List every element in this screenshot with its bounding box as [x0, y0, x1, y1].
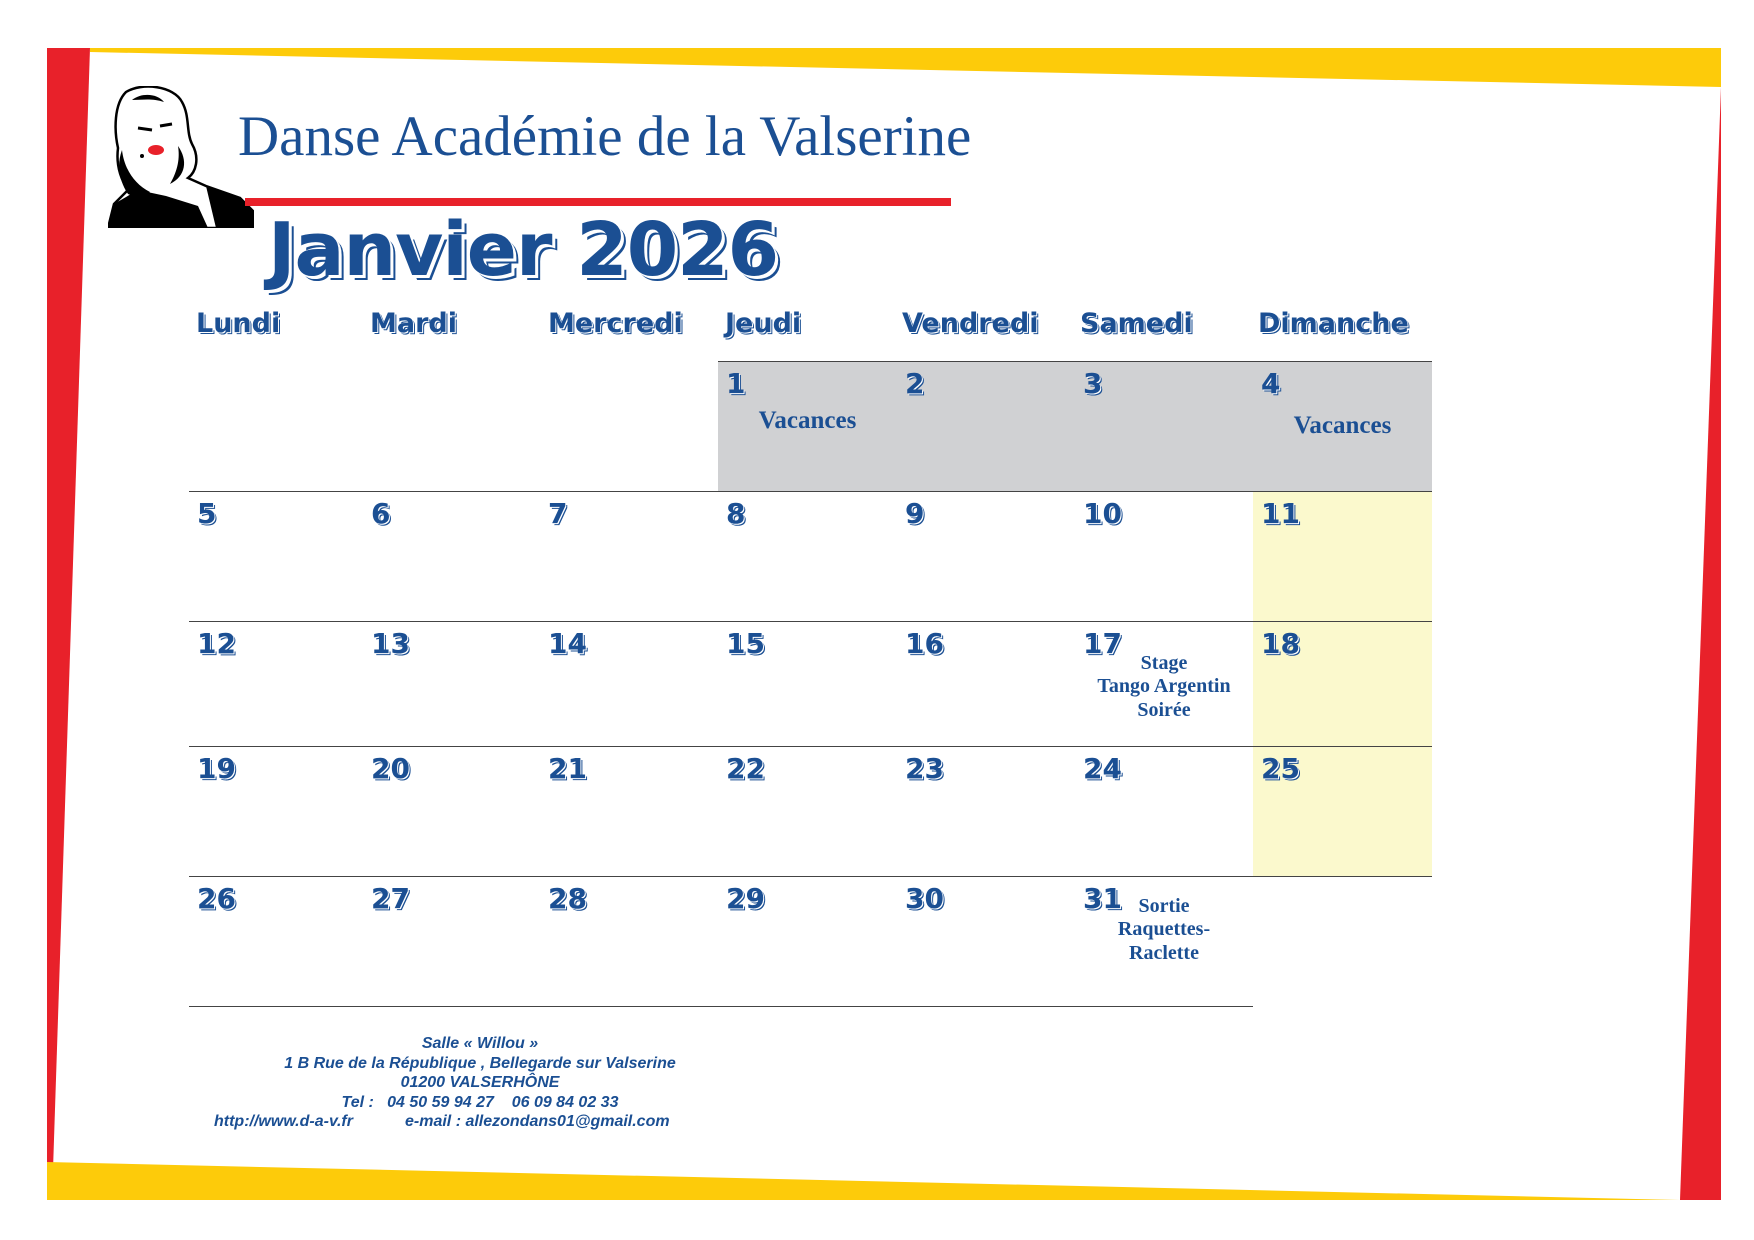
city-address: 01200 VALSERHÔNE [400, 1074, 560, 1091]
day-cell-8 [718, 492, 897, 621]
day-number: 29 [726, 882, 765, 915]
day-number: 18 [1261, 627, 1300, 660]
day-number: 1 [726, 367, 746, 400]
day-cell-28 [540, 877, 718, 1006]
day-cell-13 [363, 622, 540, 746]
day-cell-6 [363, 492, 540, 621]
day-cell-21 [540, 747, 718, 876]
day-cell-20 [363, 747, 540, 876]
weekday-jeudi: Jeudi [725, 308, 802, 339]
day-cell-1 [718, 362, 897, 491]
day-cell-25 [1253, 747, 1432, 876]
day-cell-4 [1253, 362, 1432, 491]
weekday-dimanche: Dimanche [1258, 308, 1409, 339]
note-line: Tango Argentin [1097, 675, 1231, 698]
day-number: 23 [905, 752, 944, 785]
venue-name: Salle « Willou » [421, 1035, 539, 1052]
day-number: 9 [905, 497, 925, 530]
day-cell-10 [1075, 492, 1253, 621]
day-cell-26 [189, 877, 363, 1006]
day-number: 8 [726, 497, 746, 530]
note-line: Raquettes- [1117, 918, 1211, 941]
top-yellow-band [90, 48, 1721, 87]
day-cell-15 [718, 622, 897, 746]
day-number: 26 [197, 882, 236, 915]
day-cell-7 [540, 492, 718, 621]
marilyn-portrait-icon [108, 86, 254, 228]
day-cell-5 [189, 492, 363, 621]
day-cell-18 [1253, 622, 1432, 746]
day-number: 7 [548, 497, 568, 530]
day-note [1075, 652, 1253, 722]
weekday-vendredi: Vendredi [902, 308, 1039, 339]
day-number: 17 [1083, 627, 1122, 660]
day-cell-11 [1253, 492, 1432, 621]
day-number: 27 [371, 882, 410, 915]
day-cell-31 [1075, 877, 1253, 1006]
day-number: 30 [905, 882, 944, 915]
day-number: 11 [1261, 497, 1300, 530]
day-cell-29 [718, 877, 897, 1006]
day-cell-24 [1075, 747, 1253, 876]
day-number: 16 [905, 627, 944, 660]
phone-numbers: Tel : 04 50 59 94 27 06 09 84 02 33 [341, 1093, 619, 1111]
day-cell-27 [363, 877, 540, 1006]
day-note: Vacances [758, 407, 857, 434]
day-cell-16 [897, 622, 1075, 746]
contact-block [200, 1034, 760, 1130]
day-number: 14 [548, 627, 587, 660]
note-line: Raclette [1129, 941, 1199, 964]
day-number: 19 [197, 752, 236, 785]
email-link[interactable]: e-mail : allezondans01@gmail.com [405, 1113, 670, 1130]
day-cell-14 [540, 622, 718, 746]
day-cell-3 [1075, 362, 1253, 491]
grid-line [189, 1006, 1253, 1007]
day-number: 20 [371, 752, 410, 785]
day-number: 12 [197, 627, 236, 660]
day-number: 15 [726, 627, 765, 660]
street-address: 1 B Rue de la République , Bellegarde sur Valserine [284, 1054, 676, 1072]
bottom-yellow-band [47, 1162, 1680, 1200]
weekday-mardi: Mardi [370, 308, 457, 339]
day-number: 2 [905, 367, 925, 400]
day-number: 13 [371, 627, 410, 660]
note-line: Sortie [1138, 895, 1190, 917]
day-number: 24 [1083, 752, 1122, 785]
day-note [1075, 895, 1253, 965]
day-number: 4 [1261, 367, 1281, 400]
day-cell-9 [897, 492, 1075, 621]
day-cell-2 [897, 362, 1075, 491]
day-cell-22 [718, 747, 897, 876]
weekday-samedi: Samedi [1080, 308, 1193, 339]
day-number: 10 [1083, 497, 1122, 530]
org-name: Danse Académie de la Valserine [238, 105, 972, 168]
day-number: 5 [197, 497, 217, 530]
day-number: 31 [1083, 882, 1122, 915]
day-cell-30 [897, 877, 1075, 1006]
note-line: Soirée [1137, 698, 1191, 721]
month-title: Janvier 2026 [268, 207, 779, 293]
day-cell-19 [189, 747, 363, 876]
note-line: Stage [1140, 652, 1188, 674]
right-red-band [1680, 87, 1721, 1200]
day-number: 21 [548, 752, 587, 785]
day-cell-17 [1075, 622, 1253, 746]
weekday-mercredi: Mercredi [548, 308, 683, 339]
weekday-lundi: Lundi [196, 308, 281, 339]
day-cell-23 [897, 747, 1075, 876]
day-number: 6 [371, 497, 391, 530]
day-number: 25 [1261, 752, 1300, 785]
day-note: Vacances [1293, 412, 1392, 439]
day-number: 3 [1083, 367, 1103, 400]
website-link[interactable]: http://www.d-a-v.fr [214, 1113, 353, 1130]
day-number: 28 [548, 882, 587, 915]
left-red-band [47, 48, 90, 1200]
day-number: 22 [726, 752, 765, 785]
title-underline [245, 198, 951, 206]
day-cell-12 [189, 622, 363, 746]
